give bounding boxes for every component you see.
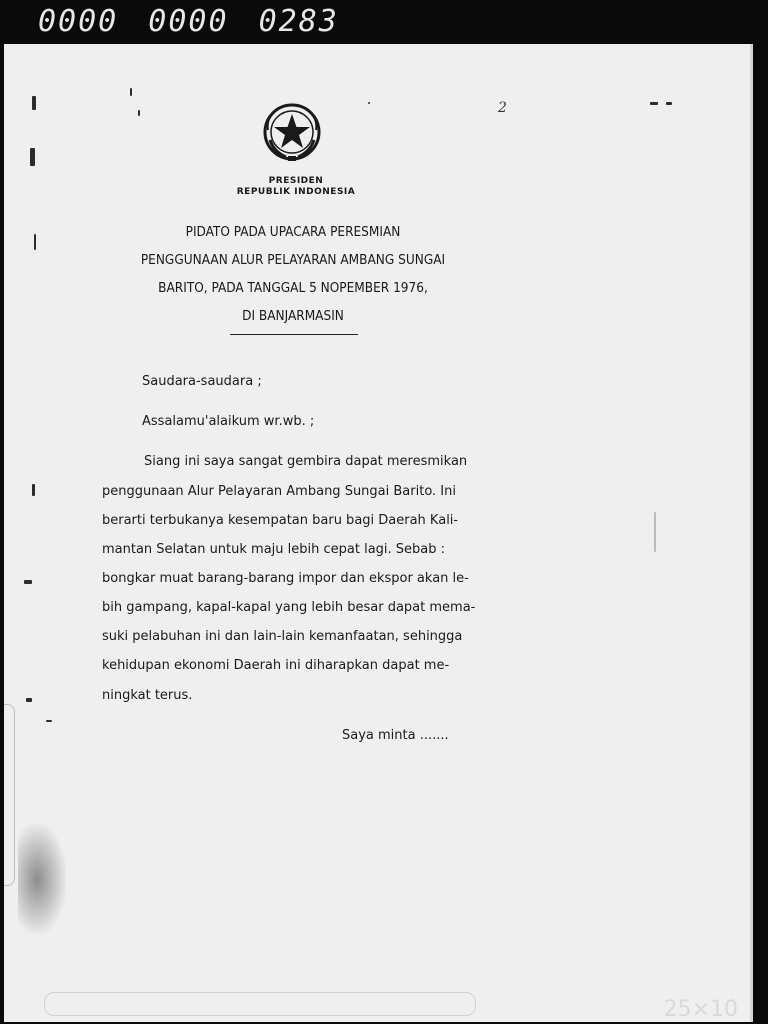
letterhead-line-1: PRESIDEN [268,176,324,186]
scan-smudge [18,824,66,934]
letterhead [188,176,404,198]
speech-title [100,218,486,330]
salutation-2: Assalamu'alaikum wr.wb. ; [142,414,315,429]
title-line: BARITO, PADA TANGGAL 5 NOPEMBER 1976, [158,280,428,296]
salutation-1: Saudara-saudara ; [142,374,262,389]
paragraph-line: mantan Selatan untuk maju lebih cepat lagi. Sebab : [102,542,446,557]
paragraph-line: Siang ini saya sangat gembira dapat meresmikan [144,454,468,469]
paragraph-line: bongkar muat barang-barang impor dan ekspor akan le- [102,571,469,586]
title-line: DI BANJARMASIN [242,308,344,324]
paragraph-line: suki pelabuhan ini dan lain-lain kemanfaatan, sehingga [102,629,463,644]
paragraph-line: bih gampang, kapal-kapal yang lebih besar dapat mema- [102,600,476,615]
page-edge-tab [4,704,15,886]
paragraph-line: penggunaan Alur Pelayaran Ambang Sungai Barito. Ini [102,484,456,499]
film-scale-mark: 25×10 [663,997,738,1022]
page-bottom-mark [44,992,476,1016]
title-line: PIDATO PADA UPACARA PERESMIAN [185,224,401,240]
continuation-text: Saya minta ....... [342,728,449,743]
page-number: 2 [498,100,507,116]
paragraph-line: kehidupan ekonomi Daerah ini diharapkan dapat me- [102,658,450,673]
film-frame-number: 0000 0000 0283 [38,4,339,39]
title-line: PENGGUNAAN ALUR PELAYARAN AMBANG SUNGAI [140,252,446,268]
paragraph-line: berarti terbukanya kesempatan baru bagi Daerah Kali- [102,513,459,528]
paragraph-line: ningkat terus. [102,688,193,703]
document-page [4,44,753,1022]
letterhead-line-2: REPUBLIK INDONESIA [236,187,356,197]
garuda-seal-icon [260,100,324,164]
title-underline [230,334,358,335]
